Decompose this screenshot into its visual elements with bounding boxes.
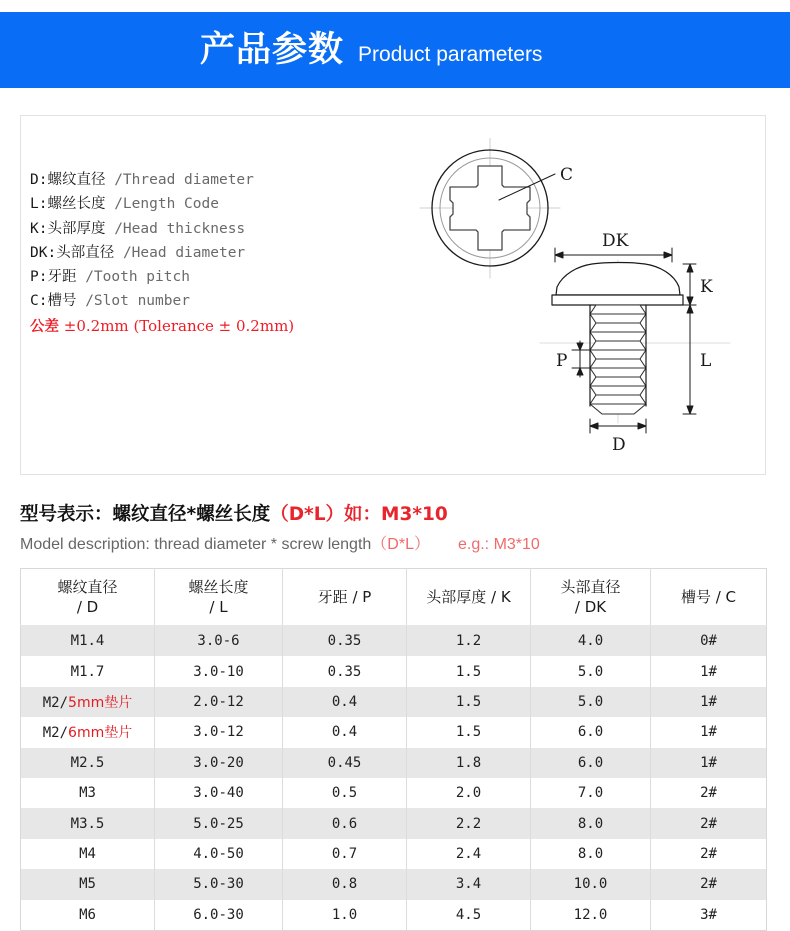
cell-thread-diameter: M2/6mm垫片 [21, 717, 155, 747]
cell-screw-length: 3.0-40 [155, 778, 283, 808]
cell-slot-number: 3# [651, 900, 767, 931]
cell-head-diameter: 5.0 [531, 687, 651, 717]
label-head-diameter-dk: DK [602, 231, 629, 251]
model-cn-code: （D*L） [270, 504, 345, 525]
table-row [21, 900, 767, 931]
cell-head-diameter: 12.0 [531, 900, 651, 931]
legend-item-d: D:螺纹直径 /Thread diameter [30, 172, 254, 188]
model-cn-prefix: 型号表示： [20, 504, 113, 525]
cell-thread-diameter: M4 [21, 839, 155, 869]
cell-pitch: 0.8 [283, 869, 407, 899]
cell-screw-length: 3.0-20 [155, 748, 283, 778]
cell-thread-diameter: M1.7 [21, 656, 155, 686]
cell-pitch: 0.4 [283, 717, 407, 747]
cell-slot-number: 2# [651, 778, 767, 808]
cell-head-thickness: 4.5 [407, 900, 531, 931]
cell-head-thickness: 3.4 [407, 869, 531, 899]
legend-item-dk: DK:头部直径 /Head diameter [30, 244, 246, 261]
cell-screw-length: 5.0-30 [155, 869, 283, 899]
cell-head-thickness: 1.8 [407, 748, 531, 778]
cell-thread-diameter: M5 [21, 869, 155, 899]
table-row [21, 839, 767, 869]
cell-pitch: 0.7 [283, 839, 407, 869]
table-row [21, 808, 767, 838]
cell-screw-length: 6.0-30 [155, 900, 283, 931]
cell-thread-diameter: M3.5 [21, 808, 155, 838]
cell-slot-number: 1# [651, 748, 767, 778]
cell-screw-length: 3.0-12 [155, 717, 283, 747]
cell-slot-number: 1# [651, 717, 767, 747]
model-en-example: e.g.: M3*10 [457, 536, 540, 553]
cell-head-diameter: 10.0 [531, 869, 651, 899]
table-row [21, 717, 767, 747]
label-pitch-p: P [556, 351, 568, 371]
table-row [21, 656, 767, 686]
cell-screw-length: 2.0-12 [155, 687, 283, 717]
cell-slot-number: 1# [651, 687, 767, 717]
table-row [21, 869, 767, 899]
cell-thread-diameter: M1.4 [21, 626, 155, 657]
cell-thread-diameter: M6 [21, 900, 155, 931]
table-row [21, 626, 767, 657]
model-description-en [20, 531, 540, 554]
cell-thread-diameter: M2.5 [21, 748, 155, 778]
cell-head-diameter: 6.0 [531, 717, 651, 747]
cell-screw-length: 3.0-6 [155, 626, 283, 657]
cell-head-thickness: 2.0 [407, 778, 531, 808]
label-head-thickness-k: K [700, 277, 713, 297]
cell-pitch: 0.6 [283, 808, 407, 838]
model-description-cn [20, 500, 448, 526]
dimension-legend [30, 168, 294, 338]
legend-tolerance-note: 公差 ±0.2mm (Tolerance ± 0.2mm) [30, 316, 295, 335]
column-header-pitch: 牙距 / P [283, 569, 407, 626]
label-slot-c: C [560, 165, 574, 185]
cell-head-thickness: 1.2 [407, 626, 531, 657]
cell-pitch: 1.0 [283, 900, 407, 931]
label-thread-diameter-d: D [612, 435, 626, 455]
cell-pitch: 0.35 [283, 626, 407, 657]
column-header-thread-diameter: 螺纹直径 / D [21, 569, 155, 626]
column-header-slot-number: 槽号 / C [651, 569, 767, 626]
column-header-head-thickness: 头部厚度 / K [407, 569, 531, 626]
specification-table [20, 568, 767, 931]
cell-slot-number: 2# [651, 839, 767, 869]
cell-head-thickness: 2.2 [407, 808, 531, 838]
screw-technical-drawing [400, 138, 766, 463]
cell-pitch: 0.4 [283, 687, 407, 717]
table-row [21, 748, 767, 778]
model-en-code: （D*L） [371, 536, 430, 553]
legend-item-k: K:头部厚度 /Head thickness [30, 220, 246, 237]
cell-head-diameter: 7.0 [531, 778, 651, 808]
table-row [21, 687, 767, 717]
model-en-prefix: Model description: [20, 536, 150, 553]
cell-thread-diameter: M2/5mm垫片 [21, 687, 155, 717]
cell-pitch: 0.35 [283, 656, 407, 686]
cell-head-thickness: 1.5 [407, 687, 531, 717]
cell-screw-length: 5.0-25 [155, 808, 283, 838]
cell-screw-length: 4.0-50 [155, 839, 283, 869]
cell-head-diameter: 6.0 [531, 748, 651, 778]
cell-head-diameter: 5.0 [531, 656, 651, 686]
cell-slot-number: 0# [651, 626, 767, 657]
cell-head-thickness: 1.5 [407, 717, 531, 747]
label-length-l: L [700, 351, 712, 371]
legend-item-l: L:螺丝长度 /Length Code [30, 196, 219, 213]
column-header-head-diameter: 头部直径 / DK [531, 569, 651, 626]
cell-screw-length: 3.0-10 [155, 656, 283, 686]
model-cn-body: 螺纹直径*螺丝长度 [112, 504, 271, 525]
table-row [21, 778, 767, 808]
cell-head-diameter: 8.0 [531, 839, 651, 869]
cell-thread-diameter: M3 [21, 778, 155, 808]
page-title-cn: 产品参数 [200, 29, 345, 70]
page-title-en: Product parameters [358, 42, 543, 66]
legend-item-p: P:牙距 /Tooth pitch [30, 269, 190, 286]
cell-slot-number: 1# [651, 656, 767, 686]
cell-head-thickness: 2.4 [407, 839, 531, 869]
page-header-banner [0, 12, 790, 88]
cell-slot-number: 2# [651, 808, 767, 838]
cell-head-diameter: 4.0 [531, 626, 651, 657]
model-cn-example: 如：M3*10 [344, 504, 448, 525]
cell-pitch: 0.5 [283, 778, 407, 808]
cell-head-diameter: 8.0 [531, 808, 651, 838]
cell-head-thickness: 1.5 [407, 656, 531, 686]
column-header-screw-length: 螺丝长度 / L [155, 569, 283, 626]
legend-item-c: C:槽号 /Slot number [30, 293, 190, 310]
cell-slot-number: 2# [651, 869, 767, 899]
model-en-body: thread diameter * screw length [154, 536, 372, 553]
cell-pitch: 0.45 [283, 748, 407, 778]
table-header-row [21, 569, 767, 626]
